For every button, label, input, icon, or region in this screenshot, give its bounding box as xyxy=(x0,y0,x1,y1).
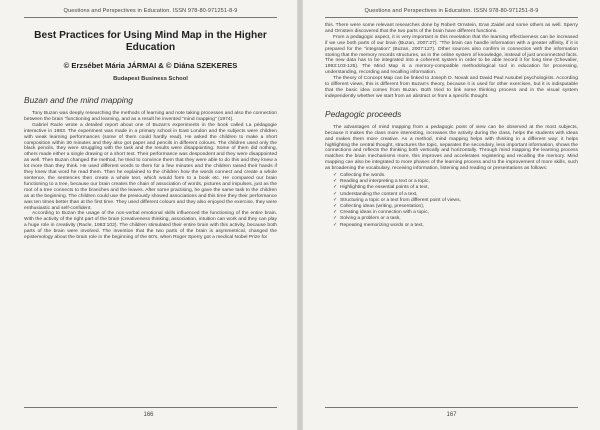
checkmark-icon: ✓ xyxy=(333,185,338,191)
body-paragraph: According to Buzan the usage of the non-verbal emotional skills influenced the functioning of the entire brain. With the activity of the right part of the brain (creativeness thinking, association, intuition can work and they can play a huge role in creativity (Racle, 1983:102). The children stimulated their entire brain with this activity, because both parts of the brain were involved. The invention that the two parts of the brain is asymmetrical, changed the epistemology about the brain role in the beginning of the 60's, when Roger Sperry got a medical Nobel Prize for xyxy=(24,211,277,241)
checklist-item: ✓ Solving a problem or a task, xyxy=(333,216,401,222)
checkmark-icon: ✓ xyxy=(333,204,338,210)
body-paragraph: Tony Buzan was deeply researching the methods of learning and note taking processes and also the connection between the brain "functioning and learning, and as a result he invented "mind mapping" (1974). xyxy=(24,111,277,122)
checkmark-icon: ✓ xyxy=(333,216,338,222)
running-head: Questions and Perspectives in Education. ISSN 978-80-971251-8-9 xyxy=(325,8,578,18)
footer-rule xyxy=(24,407,277,408)
checklist-item: ✓ Highlighting the essential points of a text, xyxy=(333,185,429,191)
checklist xyxy=(325,173,578,229)
article-title: Best Practices for Using Mind Map in the Higher Education xyxy=(34,30,267,53)
checklist-item: ✓ Collecting ideas (writing, presentation), xyxy=(333,204,425,210)
body-paragraph: Gabriel Racle wrote a detailed report about one of Buzan's experiments in the book called La pédagogie interactive in 1983. The experiment was made in a primary school in East London and the subjects were children with weak learning performances (some of them could hardly read). He asked the children to make a short composition within 30 minutes and they also got paper and pencils in different colours. The children used only the black pencils, they were struggling with the task and the results were disappointing. Some of them did nothing, others made either a single drawing or a short text. Their performance was despondent and they were disappointed as well. Then Buzan changed the method, he tried to convince them that they were able to do this and they knew a lot more than they think. He used different words to them for a few minutes and the children raised their hands if they knew that word he read them. Then he explained to the children how the words connect and create a whole sentence, the sentences then create a whole text, which would form to a book etc. He compared our brain functioning to a tree, because our brain creates the chain of association of words, pictures and impulses, just as the root of a tree connects to the branches and the leaves. After some practising, he gave the same task to the children as at the beginning. The children could use the previously showed associations and this time they their performance was ten times better than at the first time. They used different colours and they also enjoyed the exercise, they were enthusiastic and self-confident. xyxy=(24,122,277,211)
right-page xyxy=(303,0,600,430)
checklist-item: ✓ Collecting the words. xyxy=(333,173,386,179)
checklist-item: ✓ Reading and interpreting a text or a topic, xyxy=(333,179,430,185)
checklist-item: ✓ Creating ideas in connection with a topic, xyxy=(333,210,429,216)
checklist-item: ✓ Structuring a topic or a text from different point of views, xyxy=(333,197,461,203)
body-paragraph: The theory of Concept Map can be linked to Joseph D. Novak and David Paul Ausubel psychologists. According to different views, this is different from Buzan's theory, because it is used for other exercises, but it is indisputable that the basic idea comes from Buzan. Both tried to link some thinking process and in the visual system independently whether we start from an abstract or from a specific thought. xyxy=(325,76,578,99)
author-affiliation: Budapest Business School xyxy=(113,76,188,82)
checkmark-icon: ✓ xyxy=(333,222,338,228)
running-head: Questions and Perspectives in Education. ISSN 978-80-971251-8-9 xyxy=(24,8,277,18)
checkmark-icon: ✓ xyxy=(333,179,338,185)
checklist-item: ✓ Repeating memorizing words or a text, xyxy=(333,222,424,228)
footer-rule xyxy=(325,407,578,408)
checkmark-icon: ✓ xyxy=(333,191,338,197)
left-page xyxy=(0,0,297,430)
checkmark-icon: ✓ xyxy=(333,210,338,216)
checkmark-icon: ✓ xyxy=(333,197,338,203)
body-paragraph: The advantages of mind mapping from a pedagogic point of view can be observed at the most subjects, because it makes the class more interesting, increases the activity during the class, helps the students with ideas and makes them more creative. As a method, mind mapping helps with thinking in a different way: it helps highlighting the central thought, structures the topic, separates the secondary, less important information, shows the connections and reflects the thinking both vertically and horizontally. Through mind mapping the learning process matches the brain mechanisms more, this improves and accelerates registering and recalling the memory. Mind mapping can also be integrated to more phases of the learning process and to the improvement of more skills, such as broadening the vocabulary, receiving information, listening and reading or presentations as follows: xyxy=(325,124,578,172)
section-heading: Pedagogic proceeds xyxy=(325,108,402,119)
article-authors: © Erzsébet Mária JÁRMAI & © Diána SZEKERES xyxy=(63,61,238,70)
body-paragraph: this. There were some relevant researches done by Robert Ornstein, Eran Zaidel and some others as well. Sperry and Ornstein discovered that the two parts of the brain have different functions. xyxy=(325,23,578,34)
checklist-item: ✓ Understanding the content of a text, xyxy=(333,191,418,197)
section-heading: Buzan and the mind mapping xyxy=(24,95,133,105)
page-number: 167 xyxy=(446,412,457,418)
body-paragraph: From a pedagogic aspect, it is very important in this revelation that the learning effectiveness can be increased if we use both parts of our brain (Buzan, 2007:27). "The brain can handle information with a greater affinity, if it is prepared for the "integration" (Buzan, 2007:127). Other sources also confirm in connection with the information storing that the memory records structures, as in the online system of knowledge, instead of just unconnected facts. The new data has to be integrated into a coherent system in order to be able record it for long time (Chevalier, 1993:103-125). The Mind Map is a memory-compatible methodological tool in education for processing, understanding, recording and recalling information. xyxy=(325,34,578,76)
checkmark-icon: ✓ xyxy=(333,173,338,179)
page-number: 166 xyxy=(143,412,154,418)
